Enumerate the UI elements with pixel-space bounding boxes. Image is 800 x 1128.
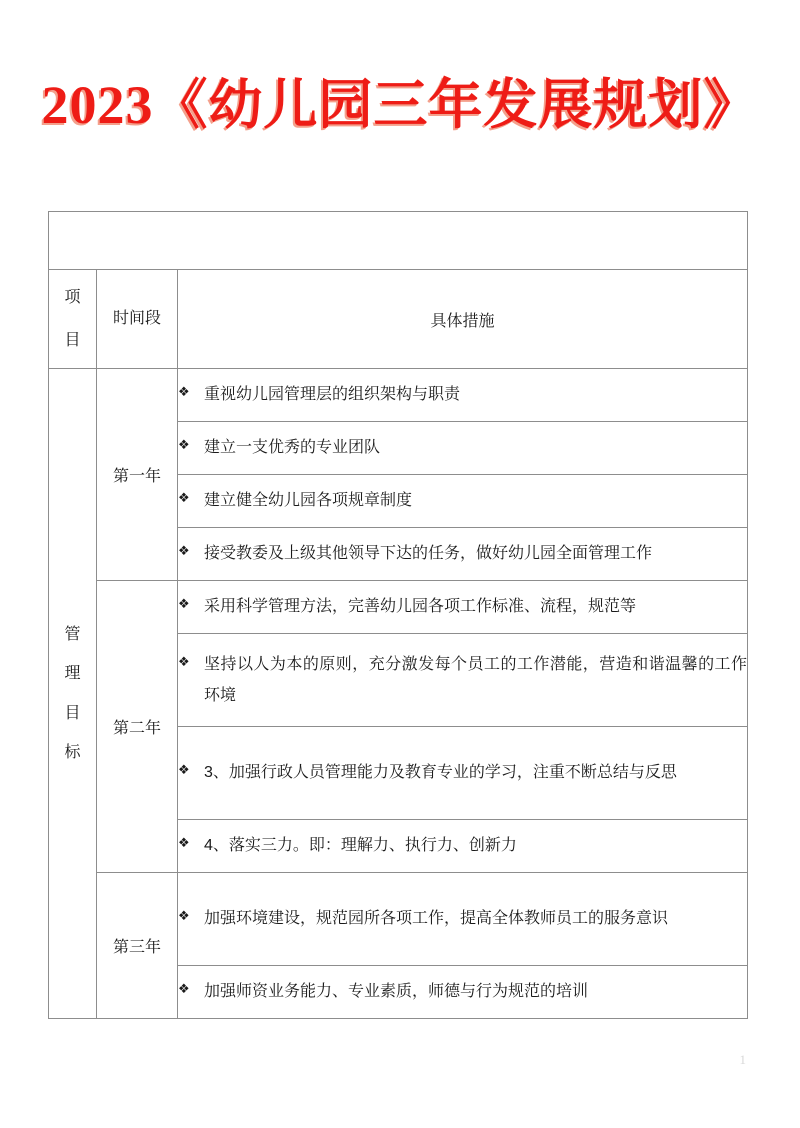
measure-text: 采用科学管理方法，完善幼儿园各项工作标准、流程，规范等 (204, 598, 637, 616)
category-char-4: 标 (64, 743, 81, 761)
page-title: 2023《幼儿园三年发展规划》 (41, 75, 759, 135)
development-plan-table-wrapper (48, 211, 747, 1019)
category-char-3: 目 (64, 704, 81, 722)
diamond-bullet-icon: ❖ (178, 543, 190, 559)
category-label-cell (49, 369, 97, 1019)
measure-cell (178, 475, 748, 528)
measure-cell (178, 369, 748, 422)
measure-cell (178, 581, 748, 634)
measure-cell (178, 528, 748, 581)
table-row (49, 369, 748, 422)
header-cell-item (49, 270, 97, 369)
table-header-row (49, 270, 748, 369)
table-row (49, 873, 748, 966)
measure-text: 建立一支优秀的专业团队 (204, 439, 381, 457)
table-row (49, 581, 748, 634)
diamond-bullet-icon: ❖ (178, 490, 190, 506)
diamond-bullet-icon: ❖ (178, 908, 190, 924)
measure-cell (178, 873, 748, 966)
measure-cell (178, 820, 748, 873)
period-label: 第二年 (112, 720, 161, 737)
diamond-bullet-icon: ❖ (178, 653, 190, 669)
measure-text: 接受教委及上级其他领导下达的任务，做好幼儿园全面管理工作 (204, 545, 653, 563)
period-cell-year-1 (97, 369, 178, 581)
blank-cell (49, 212, 748, 270)
measure-cell (178, 422, 748, 475)
measure-text: 4、落实三力。即：理解力、执行力、创新力 (204, 837, 517, 855)
period-label: 第一年 (112, 468, 161, 485)
diamond-bullet-icon: ❖ (178, 835, 190, 851)
header-measures-label: 具体措施 (430, 312, 495, 330)
period-cell-year-2 (97, 581, 178, 873)
measure-text: 重视幼儿园管理层的组织架构与职责 (204, 386, 461, 404)
page-number: 1 (739, 1052, 746, 1067)
development-plan-table (48, 211, 748, 1019)
measure-text: 坚持以人为本的原则，充分激发每个员工的工作潜能，营造和谐温馨的工作环境 (204, 655, 748, 704)
measure-text: 加强环境建设，规范园所各项工作，提高全体教师员工的服务意识 (204, 910, 669, 928)
diamond-bullet-icon: ❖ (178, 981, 190, 997)
header-period-label: 时间段 (112, 310, 161, 328)
measure-cell (178, 634, 748, 727)
header-item-char-2: 目 (64, 332, 81, 349)
header-cell-period (97, 270, 178, 369)
category-char-1: 管 (64, 626, 81, 644)
table-row-blank (49, 212, 748, 270)
header-cell-measures (178, 270, 748, 369)
period-cell-year-3 (97, 873, 178, 1019)
diamond-bullet-icon: ❖ (178, 596, 190, 612)
header-item-char-1: 项 (64, 288, 81, 306)
measure-cell (178, 966, 748, 1019)
period-label: 第三年 (112, 939, 161, 956)
diamond-bullet-icon: ❖ (178, 384, 190, 400)
measure-cell (178, 727, 748, 820)
diamond-bullet-icon: ❖ (178, 762, 190, 778)
measure-text: 3、加强行政人员管理能力及教育专业的学习，注重不断总结与反思 (204, 764, 677, 782)
category-char-2: 理 (64, 665, 81, 683)
diamond-bullet-icon: ❖ (178, 437, 190, 453)
measure-text: 加强师资业务能力、专业素质，师德与行为规范的培训 (204, 983, 589, 1001)
measure-text: 建立健全幼儿园各项规章制度 (204, 492, 413, 510)
